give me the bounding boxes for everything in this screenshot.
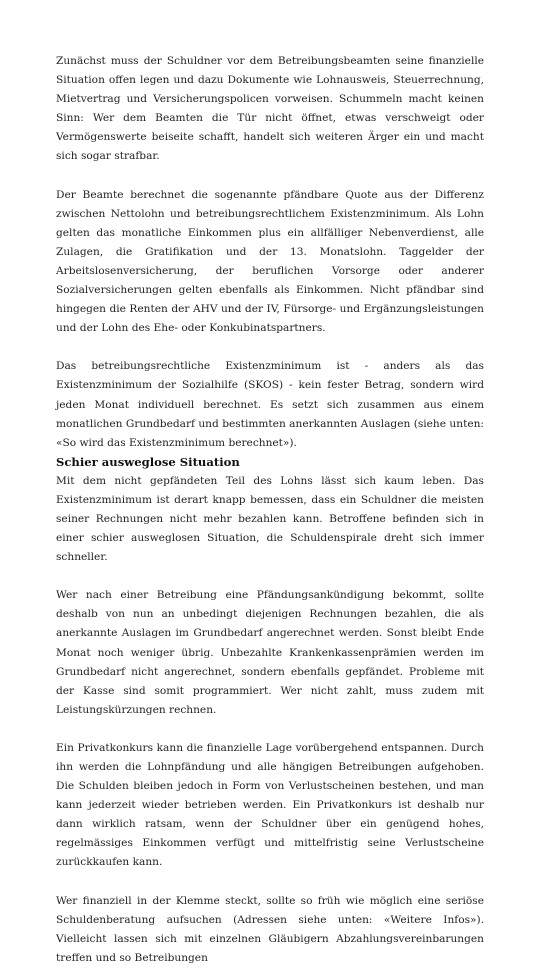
paragraph-spacer (56, 167, 484, 186)
section-heading: Schier ausweglose Situation (56, 454, 240, 469)
paragraph-schuldenberatung: Wer finanziell in der Klemme steckt, sollte so früh wie möglich eine seriöse Schuldenberatung aufsuchen (Adressen siehe unten: «Weitere Infos»). Vielleicht lassen sich mit einzelnen Gläubigern Abzahlungsvereinbarungen treffen und so Betreibungen (56, 894, 484, 964)
paragraph-existenzminimum: Das betreibungsrechtliche Existenzminimum ist - anders als das Existenzminimum der Sozialhilfe (SKOS) - kein fester Betrag, sondern wird jeden Monat individuell berechnet. Es setzt sich zusammen aus einem monatlichen Grundbedarf und bestimmten anerkannten Auslagen (siehe unten: «So wird das Existenzminimum berechnet»). (56, 360, 484, 449)
paragraph-spacer (56, 338, 484, 357)
paragraph-spacer (56, 873, 484, 892)
paragraph-calculation: Der Beamte berechnet die sogenannte pfändbare Quote aus der Differenz zwischen Nettolohn und betreibungsrechtlichem Existenzminimum. Als Lohn gelten das monatliche Einkommen plus ein allfälliger Nebenverdienst, alle Zulagen, die Gratifikation und der 13. Monatslohn. Taggelder der Arbeitslosenversicherung, der beruflichen Vorsorge oder anderer Sozialversicherungen gelten ebenfalls als Einkommen. Nicht pfändbar sind hingegen die Renten der AHV und der IV, Fürsorge- und Ergänzungsleistungen und der Lohn des Ehe- oder Konkubinatspartners. (56, 188, 484, 335)
paragraph-disclosure: Zunächst muss der Schuldner vor dem Betreibungsbeamten seine finanzielle Situation offen legen und dazu Dokumente wie Lohnausweis, Steuerrechnung, Mietvertrag und Versicherungspolicen vorweisen. Schummeln macht keinen Sinn: Wer dem Beamten die Tür nicht öffnet, etwas verschweigt oder Vermögenswerte beiseite schafft, handelt sich weiteren Ärger ein und macht sich sogar strafbar. (56, 55, 484, 163)
paragraph-spacer (56, 567, 484, 586)
paragraph-spacer (56, 720, 484, 739)
paragraph-situation: Mit dem nicht gepfändeten Teil des Lohns lässt sich kaum leben. Das Existenzminimum ist derart knapp bemessen, dass ein Schuldner die meisten seiner Rechnungen nicht mehr bezahlen kann. Betroffene befinden sich in einer schier ausweglosen Situation, die Schuldenspirale dreht sich immer schneller. (56, 474, 484, 564)
paragraph-privatkonkurs: Ein Privatkonkurs kann die finanzielle Lage vorübergehend entspannen. Durch ihn werden die Lohnpfändung und alle hängigen Betreibungen aufgehoben. Die Schulden bleiben jedoch in Form von Verlustscheinen bestehen, und man kann jederzeit wieder betrieben werden. Ein Privatkonkurs ist deshalb nur dann wirklich ratsam, wenn der Schuldner über ein genügend hohes, regelmässiges Einkommen verfügt und mittelfristig seine Verlustscheine zurückkaufen kann. (56, 741, 484, 869)
article-body (56, 52, 484, 968)
paragraph-advice: Wer nach einer Betreibung eine Pfändungsankündigung bekommt, sollte deshalb von nun an unbedingt diejenigen Rechnungen bezahlen, die als anerkannte Auslagen im Grundbedarf angerechnet werden. Sonst bleibt Ende Monat noch weniger übrig. Unbezahlte Krankenkassenprämien werden im Grundbedarf nicht angerechnet, sondern ebenfalls gepfändet. Probleme mit der Kasse sind somit programmiert. Wer nicht zahlt, muss zudem mit Leistungskürzungen rechnen. (56, 589, 484, 716)
